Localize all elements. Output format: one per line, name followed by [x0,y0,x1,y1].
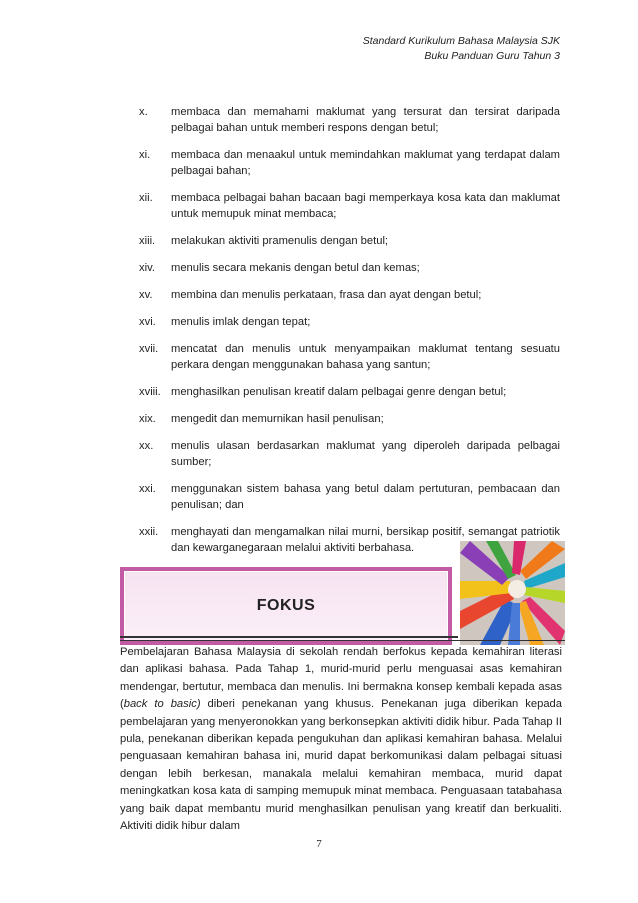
list-item [139,147,560,179]
item-text: menulis secara mekanis dengan betul dan kemas; [171,262,420,274]
header-subtitle: Buku Panduan Guru Tahun 3 [424,50,560,62]
item-number: xii. [139,192,153,204]
focus-box [120,567,452,645]
list-item [139,104,560,136]
list-item [139,438,560,470]
paragraph-text-1: Pembelajaran Bahasa Malaysia di sekolah rendah berfokus kepada kemahiran literasi dan aplikasi bahasa. Pada Tahap 1, murid-murid perlu menguasai asas kemahiran mendengar, bertutur, membaca dan menulis. Ini bermakna konsep kembali kepada asas ( [120,646,562,711]
item-number: x. [139,106,148,118]
item-number: xvi. [139,316,156,328]
item-number: xiii. [139,235,156,247]
page-header [363,34,560,64]
item-number: xi. [139,149,151,161]
item-text: menggunakan sistem bahasa yang betul dalam pertuturan, pembacaan dan penulisan; dan [171,483,560,511]
list-item [139,190,560,222]
objectives-list [139,104,560,567]
divider-thick [120,636,458,638]
paragraph-text-2: diberi penekanan yang khusus. Penekanan juga diberikan kepada pembelajaran yang menyeronokkan yang berkonsepkan aktiviti didik hibur. Pada Tahap II pula, penekanan diberikan kepada pengukuhan dan aplikasi kemahiran bahasa. Melalui penguasaan kemahiran bahasa ini, murid dapat berkomunikasi dalam pelbagai situasi dengan lebih berkesan, manakala melalui kemahiran membaca, murid dapat meningkatkan kosa kata di samping memupuk minat membaca. Penguasaan tatabahasa yang baik dapat membantu murid menghasilkan penulisan yang kreatif dan berkualiti. Aktiviti didik hibur dalam [120,698,562,833]
item-text: mencatat dan menulis untuk menyampaikan maklumat tentang sesuatu perkara dengan menggunakan bahasa yang santun; [171,343,560,371]
divider-thin [120,640,565,641]
list-item [139,384,560,400]
focus-inner [124,571,448,641]
header-title: Standard Kurikulum Bahasa Malaysia SJK [362,35,560,47]
item-text: menghayati dan mengamalkan nilai murni, bersikap positif, semangat patriotik dan kewarganegaraan melalui aktiviti berbahasa. [171,526,560,554]
item-number: xx. [139,440,154,452]
list-item [139,481,560,513]
section-title: FOKUS [256,597,316,614]
paragraph-italic: back to basic) [123,698,201,711]
item-text: membaca pelbagai bahan bacaan bagi memperkaya kosa kata dan maklumat untuk memupuk minat membaca; [171,192,560,220]
item-number: xviii. [139,386,161,398]
item-text: menulis imlak dengan tepat; [171,316,311,328]
item-text: membaca dan menaakul untuk memindahkan maklumat yang terdapat dalam pelbagai bahan; [171,149,560,177]
item-number: xix. [139,413,156,425]
item-text: mengedit dan memurnikan hasil penulisan; [171,413,384,425]
item-number: xvii. [139,343,159,355]
item-text: menulis ulasan berdasarkan maklumat yang diperoleh daripada pelbagai sumber; [171,440,560,468]
page-number: 7 [316,838,322,850]
item-number: xiv. [139,262,155,274]
item-text: menghasilkan penulisan kreatif dalam pelbagai genre dengan betul; [171,386,507,398]
list-item [139,260,560,276]
colored-pencils-image [460,541,565,645]
item-number: xxi. [139,483,156,495]
focus-paragraph [120,644,562,835]
list-item [139,411,560,427]
item-text: melakukan aktiviti pramenulis dengan betul; [171,235,389,247]
focus-banner [120,541,565,647]
item-text: membina dan menulis perkataan, frasa dan ayat dengan betul; [171,289,482,301]
list-item [139,233,560,249]
item-number: xxii. [139,526,159,538]
list-item [139,314,560,330]
list-item [139,341,560,373]
list-item [139,287,560,303]
item-number: xv. [139,289,153,301]
item-text: membaca dan memahami maklumat yang tersurat dan tersirat daripada pelbagai bahan untuk memberi respons dengan betul; [171,106,560,134]
